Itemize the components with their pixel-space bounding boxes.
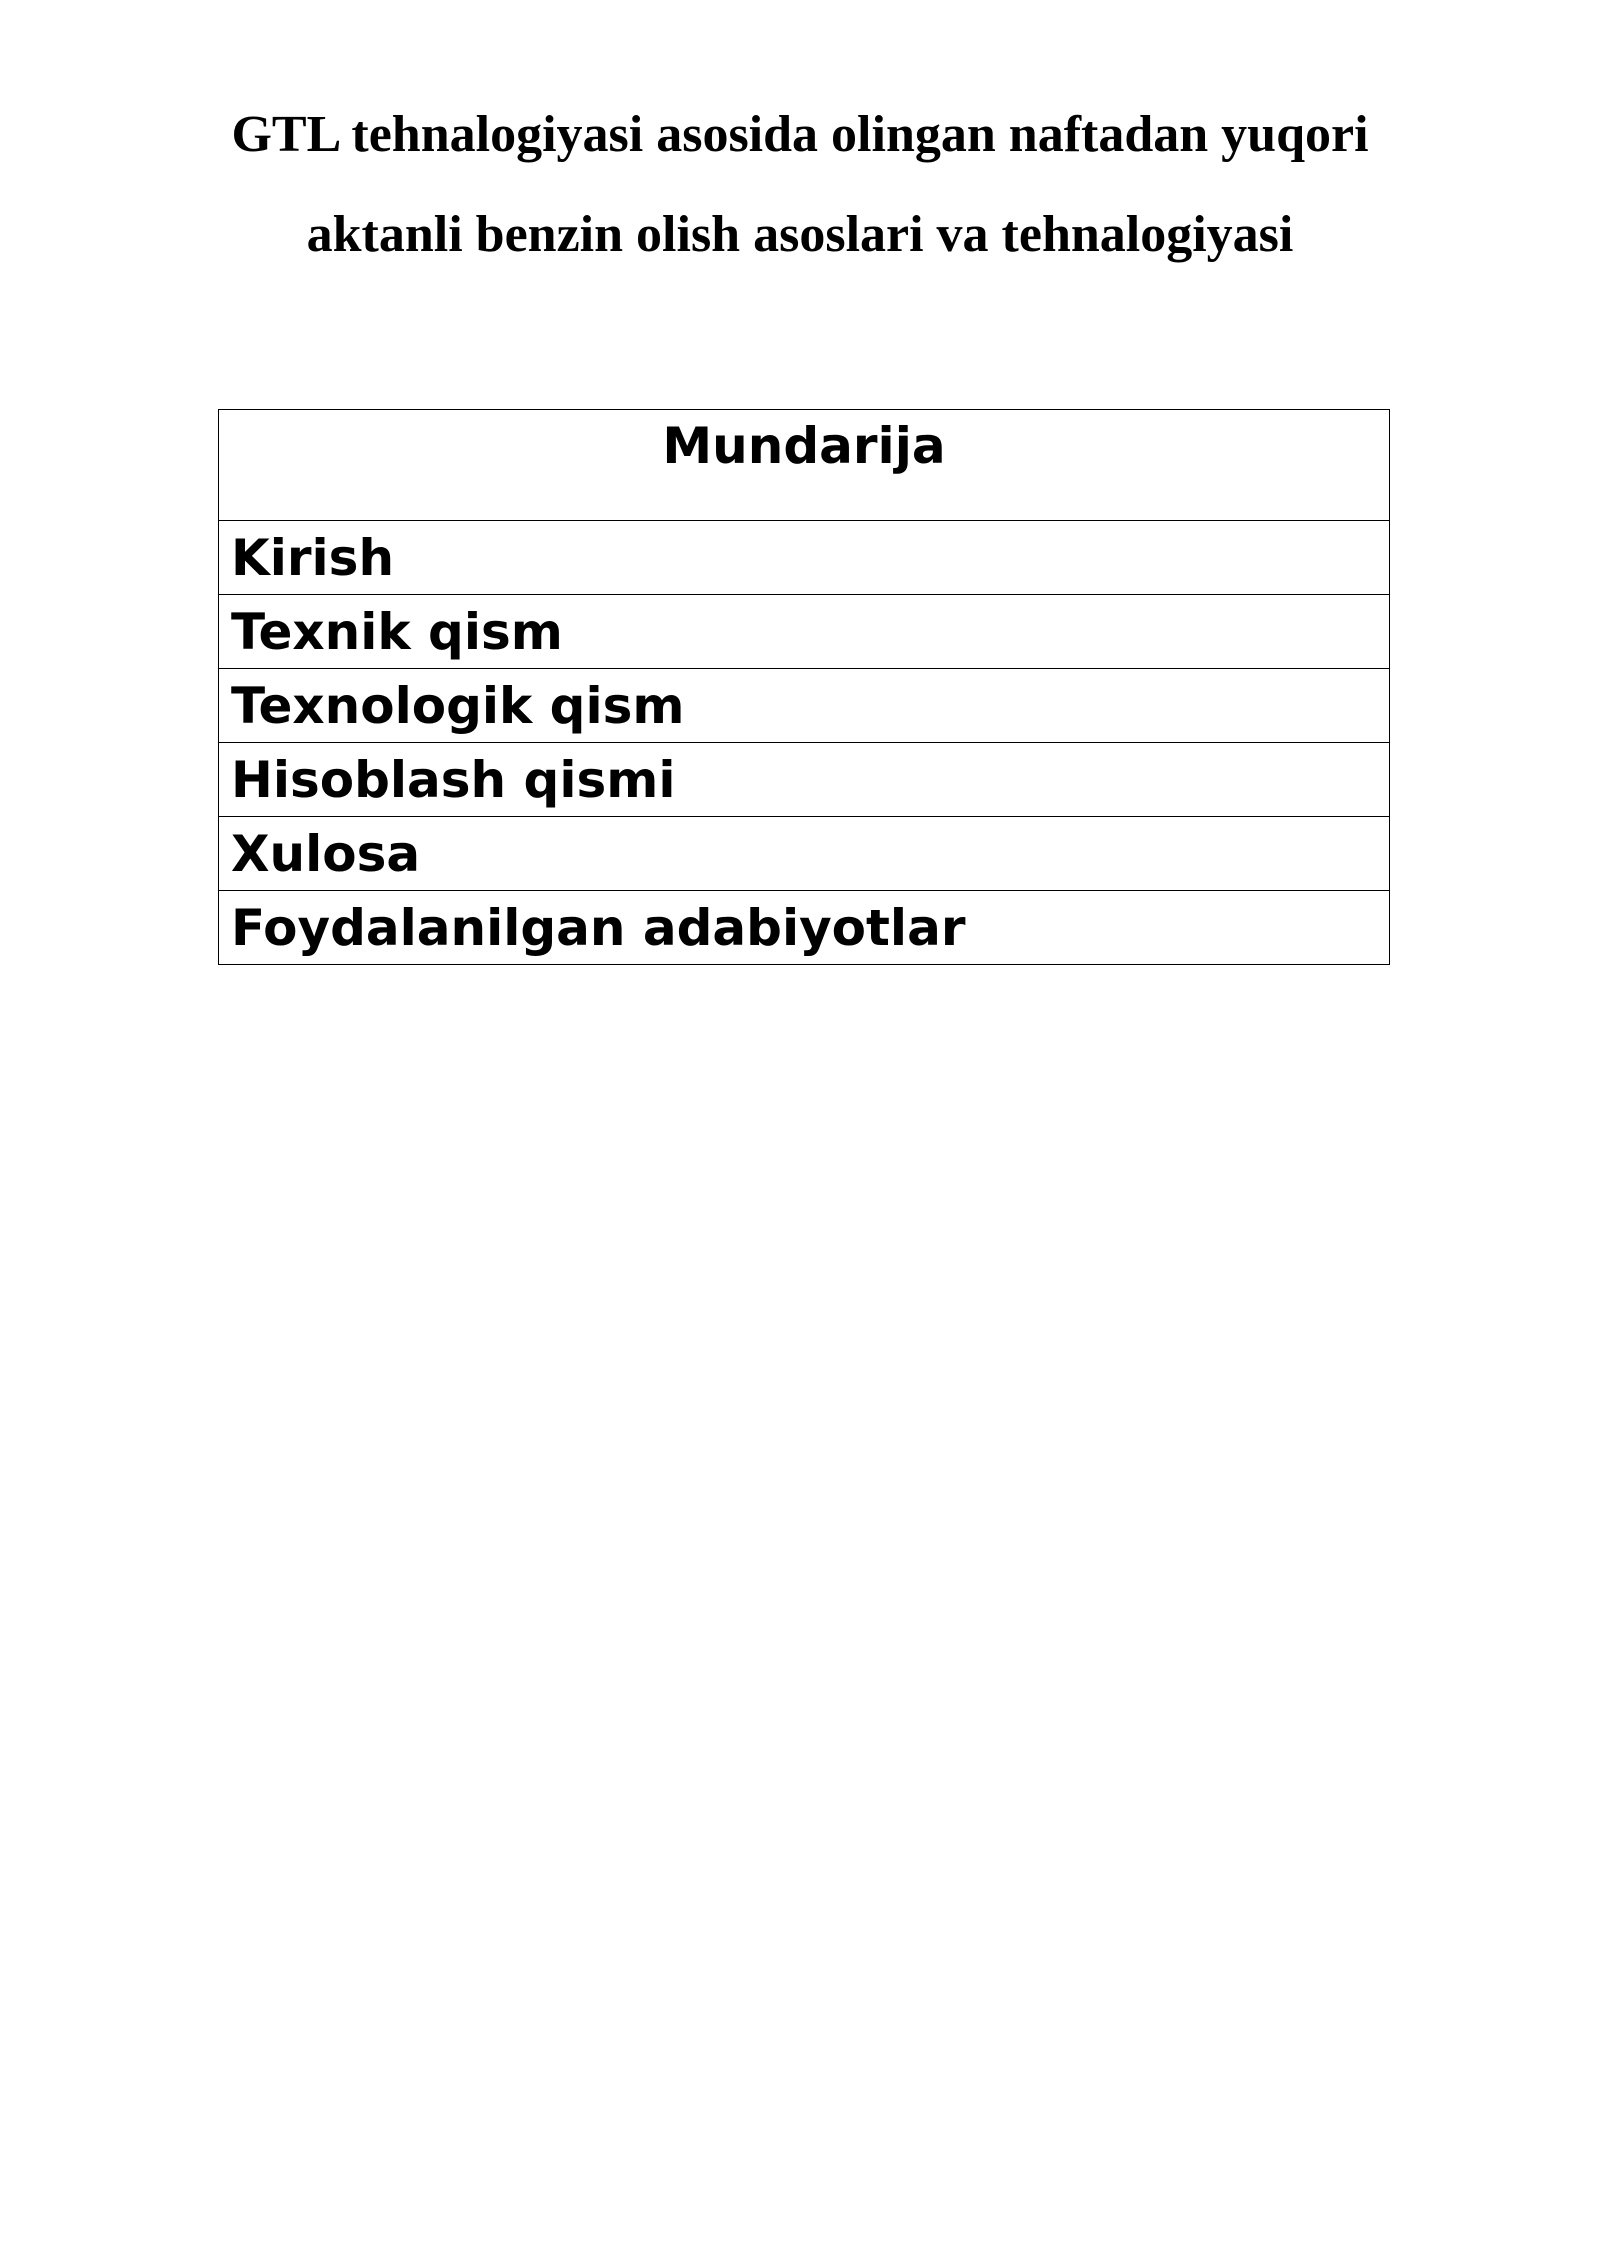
toc-row [219,669,1390,743]
toc-row [219,817,1390,891]
toc-row [219,521,1390,595]
toc-item-texnik-qism: Texnik qism [219,595,1390,669]
toc-item-hisoblash-qismi: Hisoblash qismi [219,743,1390,817]
toc-row [219,595,1390,669]
document-title [100,85,1500,285]
toc-row [219,743,1390,817]
toc-item-foydalanilgan-adabiyotlar: Foydalanilgan adabiyotlar [219,891,1390,965]
title-line-1: GTL tehnalogiyasi asosida olingan naftadan yuqori [231,106,1369,163]
toc-header-row [219,410,1390,521]
toc-item-texnologik-qism: Texnologik qism [219,669,1390,743]
toc-item-xulosa: Xulosa [219,817,1390,891]
title-line-2: aktanli benzin olish asoslari va tehnalogiyasi [306,206,1294,263]
toc-heading: Mundarija [219,410,1390,521]
table-of-contents [218,409,1390,965]
toc-item-kirish: Kirish [219,521,1390,595]
toc-row [219,891,1390,965]
